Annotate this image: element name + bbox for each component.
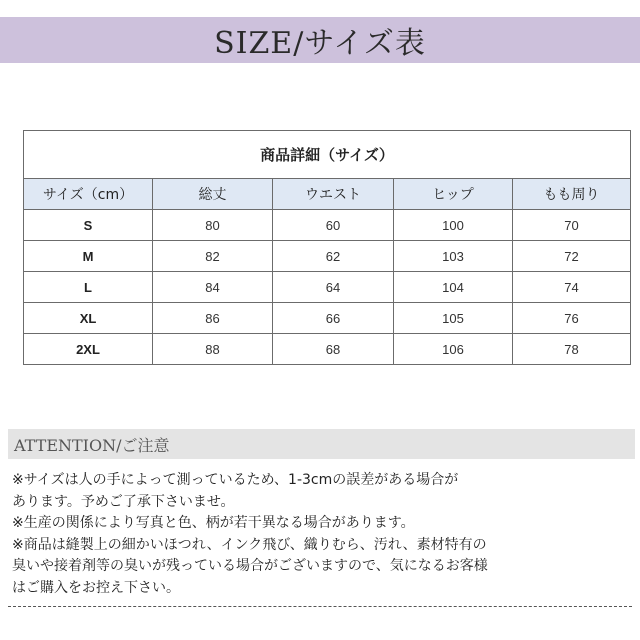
note-line: 臭いや接着剤等の臭いが残っている場合がございますので、気になるお客様 — [12, 558, 488, 574]
value-cell: 88 — [153, 334, 273, 365]
value-cell: 62 — [273, 241, 394, 272]
value-cell: 64 — [273, 272, 394, 303]
table-row — [24, 241, 631, 272]
dashed-divider — [8, 606, 632, 607]
table-row — [24, 210, 631, 241]
note-line: ※生産の関係により写真と色、柄が若干異なる場合があります。 — [12, 515, 415, 531]
value-cell: 84 — [153, 272, 273, 303]
value-cell: 70 — [513, 210, 631, 241]
value-cell: 66 — [273, 303, 394, 334]
title-banner — [0, 17, 640, 63]
size-cell: 2XL — [24, 334, 153, 365]
value-cell: 74 — [513, 272, 631, 303]
note-line: ※サイズは人の手によって測っているため、1-3cmの誤差がある場合が — [12, 472, 459, 488]
header-thigh: もも周り — [513, 179, 631, 210]
value-cell: 82 — [153, 241, 273, 272]
table-caption-row — [24, 131, 631, 179]
attention-notes — [12, 470, 632, 599]
note-line: ※商品は縫製上の細かいほつれ、インク飛び、織りむら、汚れ、素材特有の — [12, 536, 487, 553]
table-row — [24, 272, 631, 303]
size-cell: M — [24, 241, 153, 272]
value-cell: 105 — [394, 303, 513, 334]
header-hip: ヒップ — [394, 179, 513, 210]
table-row — [24, 303, 631, 334]
header-size: サイズ（cm） — [24, 179, 153, 210]
value-cell: 76 — [513, 303, 631, 334]
value-cell: 78 — [513, 334, 631, 365]
value-cell: 106 — [394, 334, 513, 365]
note-line: はご購入をお控え下さい。 — [12, 579, 180, 596]
table-row — [24, 334, 631, 365]
attention-title: ATTENTION/ご注意 — [14, 435, 170, 455]
value-cell: 72 — [513, 241, 631, 272]
value-cell: 104 — [394, 272, 513, 303]
value-cell: 80 — [153, 210, 273, 241]
table-caption: 商品詳細（サイズ） — [24, 131, 631, 179]
size-cell: L — [24, 272, 153, 303]
header-total-length: 総丈 — [153, 179, 273, 210]
value-cell: 60 — [273, 210, 394, 241]
size-cell: S — [24, 210, 153, 241]
attention-header — [8, 429, 635, 459]
value-cell: 68 — [273, 334, 394, 365]
size-table — [23, 130, 631, 365]
header-waist: ウエスト — [273, 179, 394, 210]
page-title: SIZE/サイズ表 — [214, 26, 426, 61]
size-cell: XL — [24, 303, 153, 334]
value-cell: 103 — [394, 241, 513, 272]
table-header-row — [24, 179, 631, 210]
value-cell: 86 — [153, 303, 273, 334]
note-line: あります。予めご了承下さいませ。 — [12, 493, 235, 510]
value-cell: 100 — [394, 210, 513, 241]
